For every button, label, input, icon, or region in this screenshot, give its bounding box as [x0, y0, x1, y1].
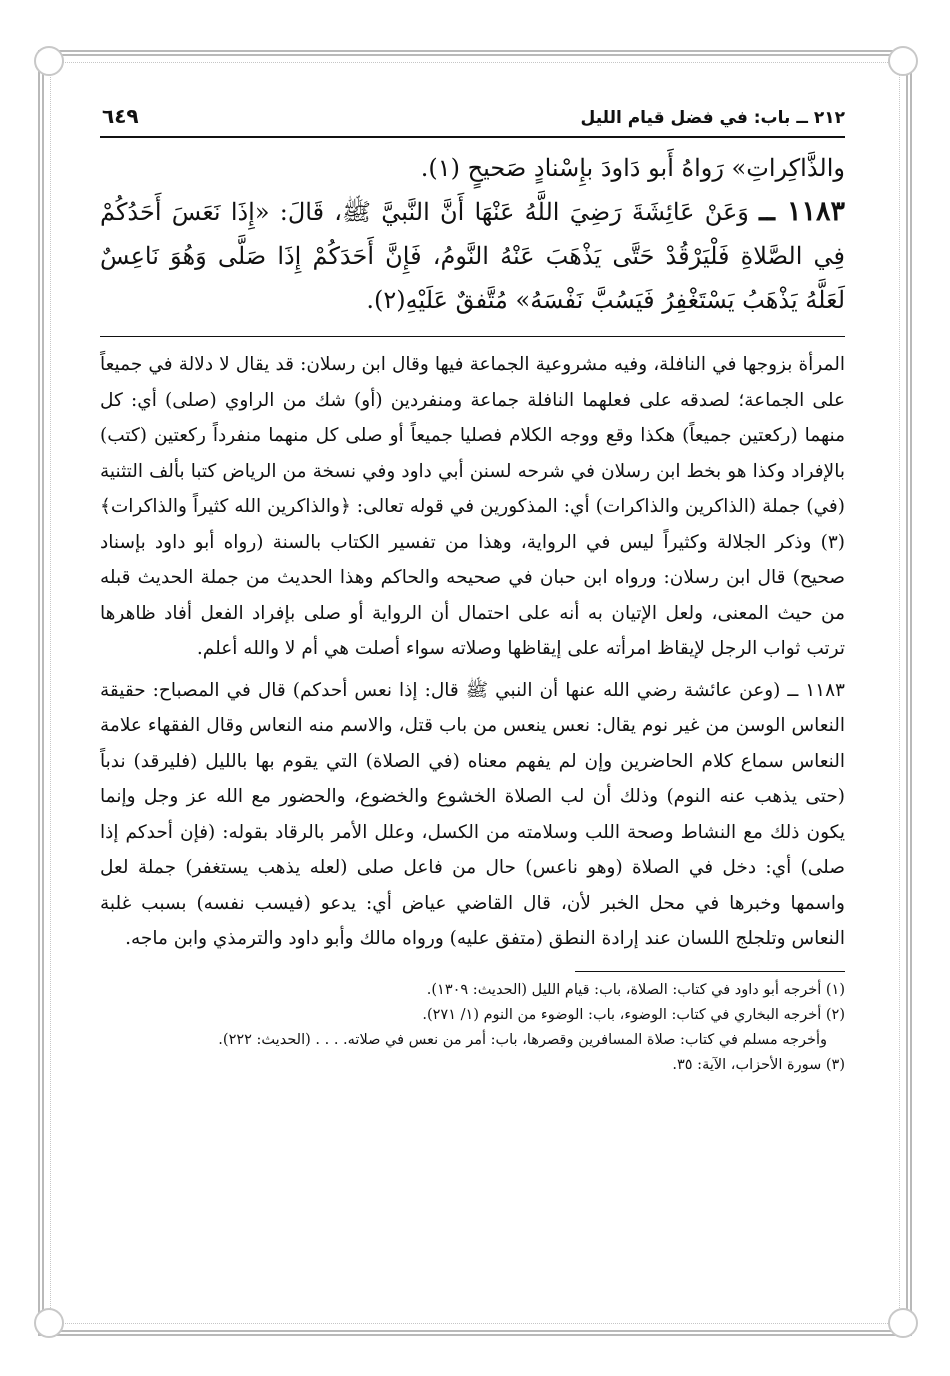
footnote-2: (٢) أخرجه البخاري في كتاب: الوضوء، باب: الوضوء من النوم (١/ ٢٧١).	[422, 1006, 845, 1023]
footnotes	[100, 978, 845, 1078]
commentary-paragraph-1: المرأة بزوجها في النافلة، وفيه مشروعية الجماعة فيها وقال ابن رسلان: قد يقال لا دلالة في جميعاً على الجماعة؛ لصدقه على فعلهما النافلة جماعة ومنفردين (أو) شك من الراوي (صلى) أي: كل منهما (ركعتين جميعاً) هكذا وقع ووجه الكلام فصليا جميعاً أو صلى كل منهما منفرداً ركعتين (كتب) بالإفراد وكذا هو بخط ابن رسلان في شرحه لسنن أبي داود وفي نسخة من الرياض كتبا بألف التثنية (في) جملة (الذاكرين والذاكرات) أي: المذكورين في قوله تعالى: ﴿والذاكرين الله كثيراً والذاكرات﴾(٣) وذكر الجلالة وكثيراً ليس في الرواية، وهذا من تفسير الكتاب بالسنة (رواه أبو داود بإسناد صحيح) قال ابن رسلان: ورواه ابن حبان في صحيحه والحاكم وهذا الحديث من جملة الحديث قبله من حيث المعنى، ولعل الإتيان به أنه على احتمال أن الرواية أو صلى بإفراد الفعل أفاد ظاهرها ترتب ثواب الرجل لإيقاظ امرأته على إيقاظها وصلاته سواء أصلت هي أم لا والله أعلم.	[100, 354, 845, 659]
footnote-divider	[575, 971, 845, 972]
commentary	[100, 347, 845, 957]
page-number: ٦٤٩	[102, 104, 139, 128]
corner-ornament-top-left	[34, 46, 64, 76]
hadith-block	[100, 190, 845, 322]
footnote-2-continuation: وأخرجه مسلم في كتاب: صلاة المسافرين وقصرها، باب: أمر من نعس في صلاته. . . . (الحديث: ٢٢٢).	[218, 1031, 827, 1048]
hadith-matn	[100, 146, 845, 322]
corner-ornament-bottom-right	[888, 1308, 918, 1338]
matn-continuation: والذَّاكِراتِ» رَواهُ أَبو دَاودَ بإِسْنادٍ صَحيحٍ (١).	[420, 154, 845, 182]
corner-ornament-top-right	[888, 46, 918, 76]
running-header	[100, 96, 845, 138]
footnote-1: (١) أخرجه أبو داود في كتاب: الصلاة، باب: قيام الليل (الحديث: ١٣٠٩).	[426, 981, 845, 998]
matn-sharh-divider	[100, 336, 845, 337]
corner-ornament-bottom-left	[34, 1308, 64, 1338]
commentary-paragraph-2: ١١٨٣ ــ (وعن عائشة رضي الله عنها أن النبي ﷺ قال: إذا نعس أحدكم) قال في المصباح: حقيقة النعاس الوسن من غير نوم يقال: نعس ينعس من باب قتل، والاسم منه النعاس وقال الفقهاء علامة النعاس سماع كلام الحاضرين وإن لم يفهم معناه (في الصلاة) التي يقوم بها بالليل (فليرقد) ندباً (حتى يذهب عنه النوم) وذلك أن لب الصلاة الخشوع والخضوع، والحضور مع الله عز وجل وإنما يكون ذلك مع النشاط وصحة اللب وسلامته من الكسل، وعلل الأمر بالرقاد بقوله: (فإن أحدكم إذا صلى) أي: دخل في الصلاة (وهو ناعس) حال من فاعل صلى (لعله يذهب يستغفر) جملة لعل واسمها وخبرها في محل الخبر لأن، قال القاضي عياض أي: يدعو (فيسب نفسه) بسبب غلبة النعاس وتلجلج اللسان عند إرادة النطق (متفق عليه) ورواه مالك وأبو داود والترمذي وابن ماجه.	[100, 679, 845, 949]
footnote-3: (٣) سورة الأحزاب، الآية: ٣٥.	[672, 1056, 845, 1073]
chapter-title: ٢١٢ ــ باب: في فضل قيام الليل	[580, 108, 845, 128]
page-content	[100, 96, 845, 1078]
hadith-number: ١١٨٣ ــ	[759, 196, 845, 227]
hadith-text: وَعَنْ عَائِشَةَ رَضِيَ اللَّهُ عَنْهَا أَنَّ النَّبيَّ ﷺ، قَالَ: «إِذَا نَعَسَ أَحَدُكُمْ فِي الصَّلاةِ فَلْيَرْقُدْ حَتَّى يَذْهَبَ عَنْهُ النَّومُ، فَإِنَّ أَحَدَكُمْ إِذَا صَلَّى وَهُوَ نَاعِسٌ لَعَلَّهُ يَذْهَبُ يَسْتَغْفِرُ فَيَسُبَّ نَفْسَهُ» مُتَّفقٌ عَلَيْهِ(٢).	[100, 198, 845, 314]
